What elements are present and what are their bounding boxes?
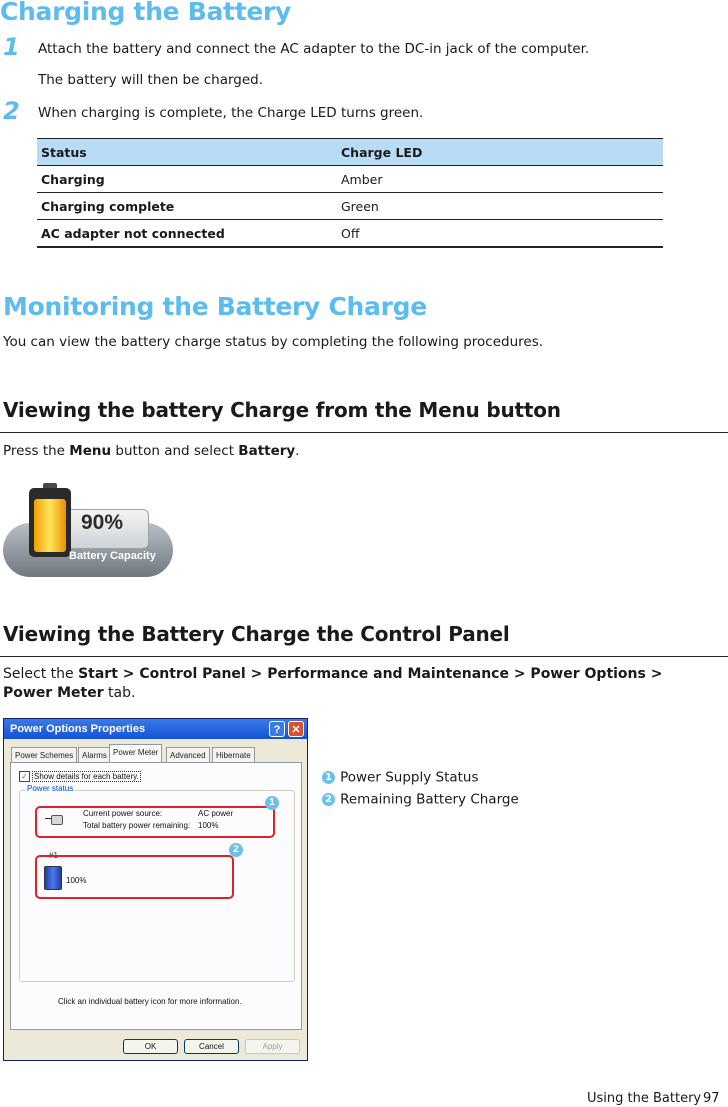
power-options-dialog	[3, 718, 308, 1061]
battery-value: 100%	[66, 876, 87, 885]
charge-led-table	[37, 138, 663, 248]
battery-capacity-widget	[3, 483, 175, 579]
table-header-led: Charge LED	[337, 139, 663, 166]
power-source-label: Current power source:	[83, 809, 163, 818]
callout-1-marker: 1	[265, 796, 279, 810]
legend-item-1	[322, 767, 479, 786]
section-divider	[0, 656, 728, 657]
legend-marker-2: 2	[322, 793, 335, 806]
battery-percent: 90%	[81, 511, 124, 534]
legend-label-1: Power Supply Status	[340, 769, 479, 786]
battery-id: #1	[49, 851, 58, 860]
table-cell-led: Green	[337, 193, 663, 220]
dialog-titlebar	[4, 719, 307, 739]
table-header-row	[37, 139, 663, 166]
section-title-menu-button: Viewing the battery Charge from the Menu button	[3, 398, 561, 422]
table-cell-status: Charging	[37, 166, 337, 193]
ok-button[interactable]: OK	[123, 1039, 178, 1054]
tab-hibernate-visible[interactable]: Hibernate	[212, 747, 255, 762]
close-icon[interactable]: ✕	[288, 721, 304, 737]
battery-remaining-value: 100%	[198, 821, 219, 830]
show-details-label: Show details for each battery.	[34, 772, 139, 781]
legend-marker-1: 1	[322, 771, 335, 784]
table-cell-status: AC adapter not connected	[37, 220, 337, 248]
callout-2-marker: 2	[229, 843, 243, 857]
control-panel-instruction-line1: Select the Start > Control Panel > Performance and Maintenance > Power Options >	[3, 666, 663, 682]
legend-label-2: Remaining Battery Charge	[340, 791, 519, 808]
battery-capacity-label: Battery Capacity	[69, 550, 156, 562]
tab-power-meter[interactable]: Power Meter	[109, 744, 162, 763]
battery-remaining-label: Total battery power remaining:	[83, 821, 191, 830]
section-title-monitoring: Monitoring the Battery Charge	[3, 292, 427, 321]
apply-button[interactable]: Apply	[245, 1039, 300, 1054]
table-cell-led: Amber	[337, 166, 663, 193]
tab-advanced[interactable]: Advanced	[166, 747, 210, 762]
battery-hint: Click an individual battery icon for more information.	[58, 997, 242, 1006]
table-row	[37, 220, 663, 248]
section-title-charging: Charging the Battery	[0, 0, 292, 26]
table-header-status: Status	[37, 139, 337, 166]
cancel-button[interactable]: Cancel	[184, 1039, 239, 1054]
highlight-remaining-charge	[35, 855, 234, 899]
help-icon[interactable]: ?	[269, 721, 285, 737]
step-1-text: Attach the battery and connect the AC adapter to the DC-in jack of the computer.	[38, 41, 590, 57]
table-cell-led: Off	[337, 220, 663, 248]
section-divider	[0, 432, 728, 433]
step-2-text: When charging is complete, the Charge LED turns green.	[38, 105, 424, 121]
control-panel-instruction-line2: Power Meter tab.	[3, 685, 136, 701]
table-cell-status: Charging complete	[37, 193, 337, 220]
battery-icon	[29, 483, 71, 557]
dialog-title: Power Options Properties	[10, 723, 146, 735]
footer-section-name: Using the Battery	[587, 1091, 702, 1106]
power-source-value: AC power	[198, 809, 234, 818]
table-row	[37, 193, 663, 220]
tab-power-schemes[interactable]: Power Schemes	[11, 747, 77, 762]
table-row	[37, 166, 663, 193]
footer-page-number: 97	[703, 1091, 720, 1106]
step-number-2: 2	[3, 97, 20, 125]
monitoring-intro: You can view the battery charge status by completing the following procedures.	[3, 334, 544, 350]
menu-instruction: Press the Menu button and select Battery.	[3, 443, 300, 459]
show-details-checkbox[interactable]: ✓	[19, 771, 30, 782]
power-status-label: Power status	[27, 784, 74, 793]
section-title-control-panel: Viewing the Battery Charge the Control Panel	[3, 622, 510, 646]
step-1-subtext: The battery will then be charged.	[38, 72, 264, 88]
step-number-1: 1	[3, 33, 20, 61]
tab-alarms[interactable]: Alarms	[78, 747, 111, 762]
legend-item-2	[322, 789, 519, 808]
highlight-power-supply	[35, 806, 275, 838]
